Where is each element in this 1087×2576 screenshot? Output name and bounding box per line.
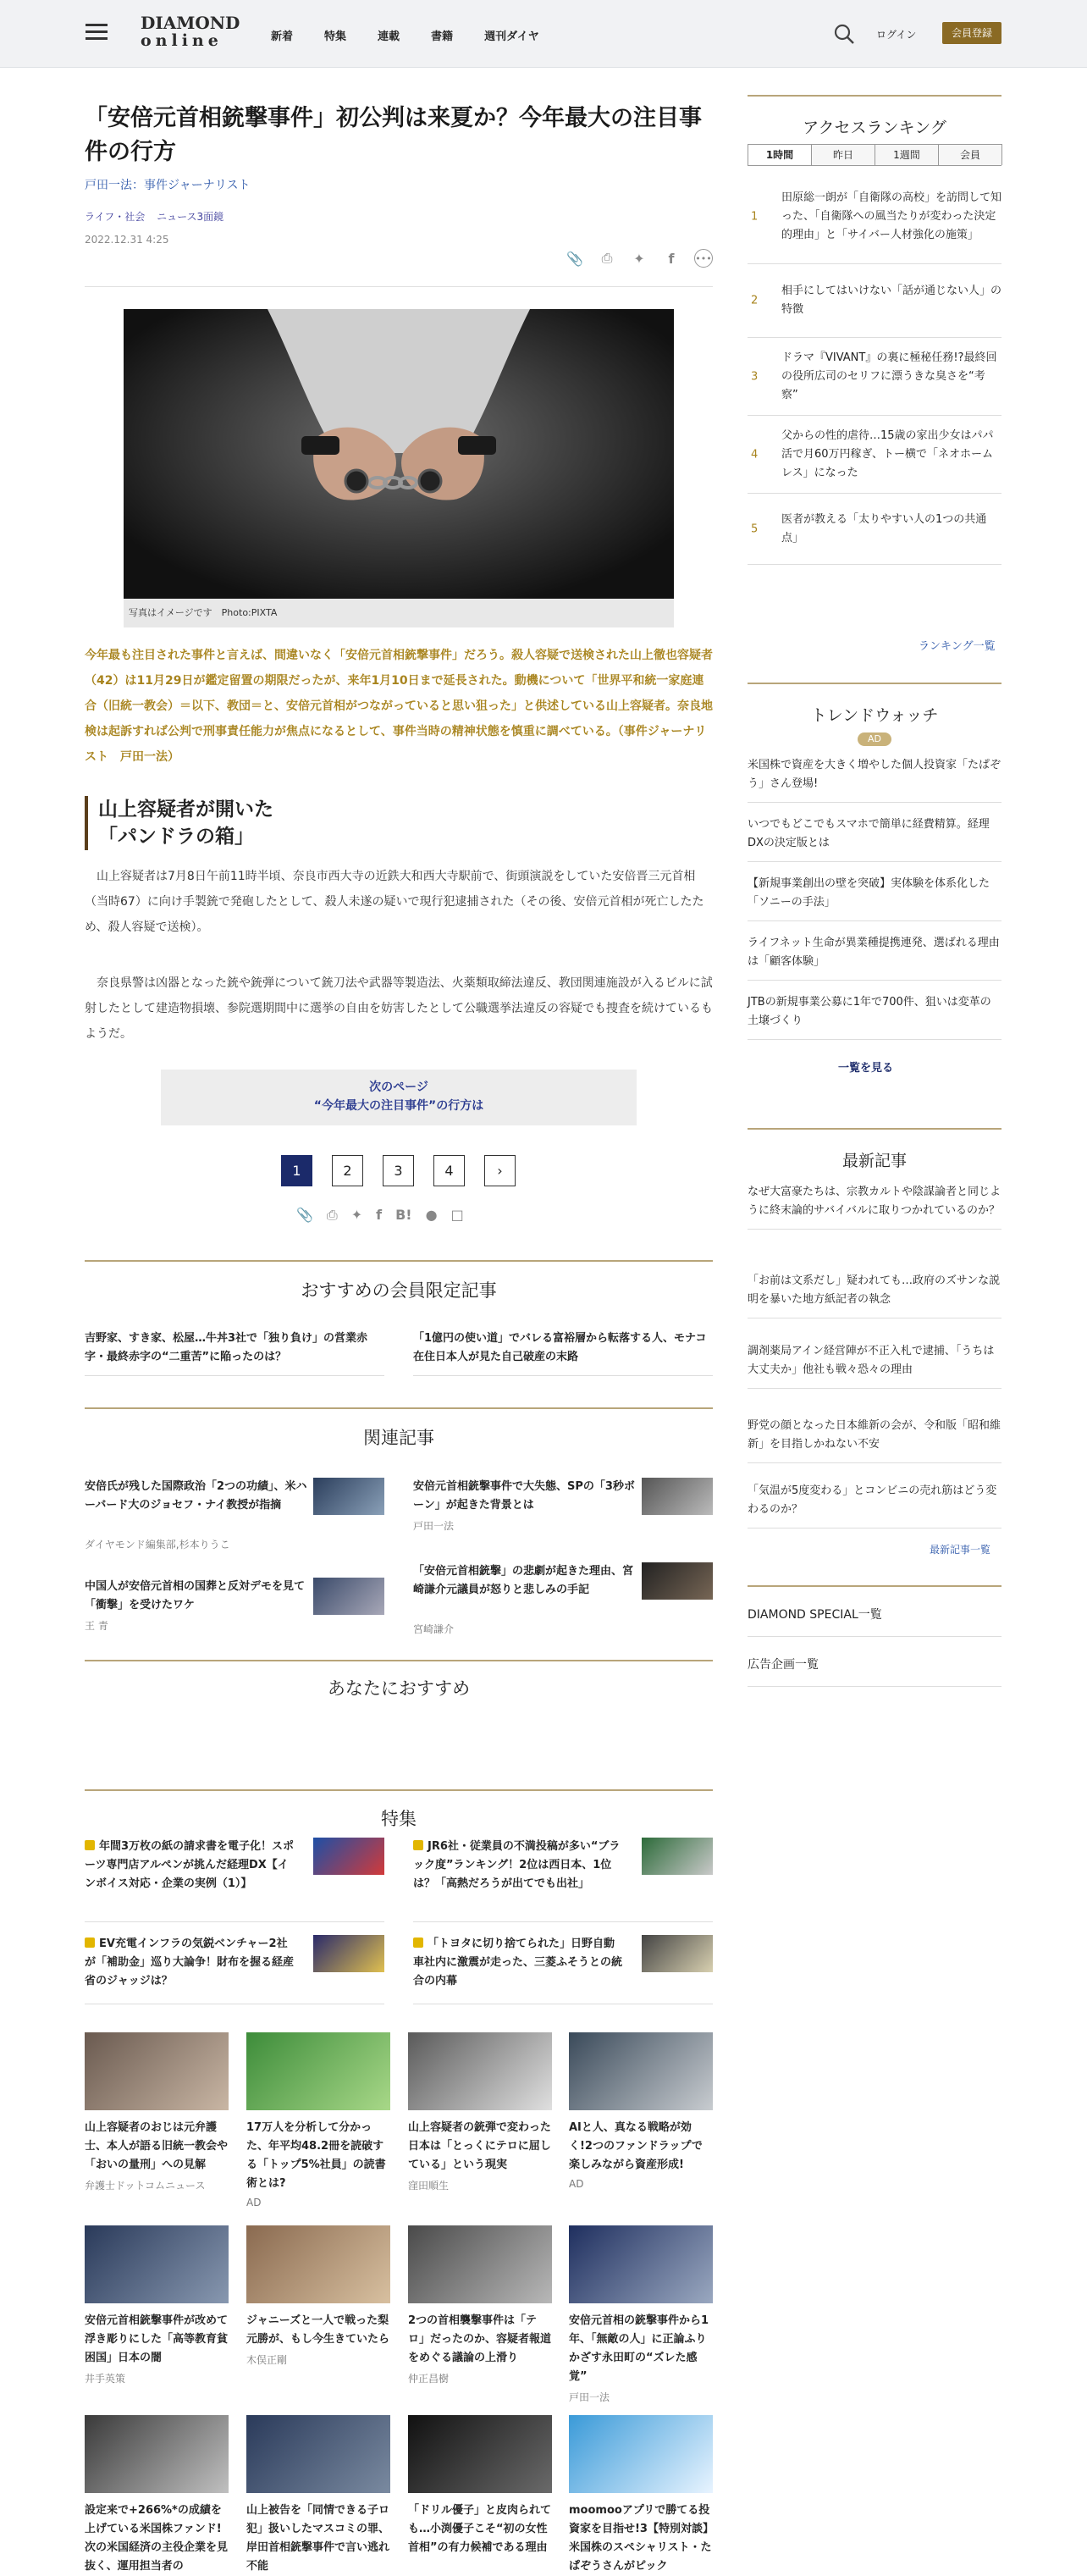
member-article-item[interactable]: 吉野家、すき家、松屋…牛丼3社で「独り負け」の営業赤字・最終赤字の“二重苦”に陥ったのは？ xyxy=(85,1329,384,1376)
recommend-card[interactable] xyxy=(85,2032,229,2192)
feature-article-title: 年間3万枚の紙の請求書を電子化！スポーツ専門店アルペンが挑んだ経理DX【インボイス対応・企業の実例（1）】 xyxy=(85,1840,295,1890)
card-image xyxy=(408,2032,552,2110)
clip-icon[interactable]: 📎 xyxy=(566,250,583,267)
recommend-card[interactable] xyxy=(246,2415,390,2576)
feature-article-title: 「トヨタに切り捨てられた」日野自動車社内に激震が走った、三菱ふそうとの統合の内幕 xyxy=(413,1938,623,1987)
divider xyxy=(85,1407,713,1409)
menu-icon[interactable] xyxy=(86,24,108,41)
card-image xyxy=(408,2415,552,2493)
card-image xyxy=(569,2415,713,2493)
next-page-box[interactable] xyxy=(161,1070,637,1125)
article-tags xyxy=(85,209,232,224)
latest-title: 最新記事 xyxy=(841,1152,907,1170)
tab-1hour[interactable]: 1時間 xyxy=(748,144,812,165)
nav-item-books[interactable]: 書籍 xyxy=(431,30,454,43)
related-article-author: 王 青 xyxy=(85,1620,108,1632)
bottom-share-bar xyxy=(296,1207,464,1224)
rank-number: 3 xyxy=(751,370,759,383)
card-image xyxy=(569,2225,713,2303)
login-link[interactable]: ログイン xyxy=(876,29,917,41)
article-date: 2022.12.31 4:25 xyxy=(85,234,169,246)
feature-section-title: 特集 xyxy=(381,1809,417,1829)
card-author: 弁護士ドットコムニュース xyxy=(85,2180,206,2192)
feature-article[interactable] xyxy=(85,1935,384,2004)
tab-member[interactable]: 会員 xyxy=(938,144,1002,165)
section-heading: 山上容疑者が開いた「パンドラの箱」 xyxy=(85,796,713,850)
trend-item[interactable]: JTBの新規事業公募に1年で700件、狙いは変革の土壌づくり xyxy=(748,993,1001,1040)
member-article-item[interactable]: 「1億円の使い道」でバレる富裕層から転落する人、モナコ在住日本人が見た自己破産の末路 xyxy=(413,1329,713,1376)
article-lead: 今年最も注目された事件と言えば、間違いなく「安倍元首相銃撃事件」だろう。殺人容疑で送検された山上徹也容疑者（42）は11月29日が鑑定留置の期限だったが、来年1月10日まで延長された。動機について「世界平和統一家庭連合（旧統一教会）＝以下、教団＝と、安倍元首相がつながっていると思い狙った」と供述している山上容疑者。奈良地検は起訴すれば公判で刑事責任能力が焦点になるとして、事件当時の精神状態を慎重に調べている。（事件ジャーナリスト 戸田一法） xyxy=(85,649,713,764)
card-image xyxy=(246,2032,390,2110)
feature-thumbnail xyxy=(313,1838,384,1875)
ranking-item-title: ドラマ『VIVANT』の裏に極秘任務!?最終回の役所広司のセリフに漂うきな臭さを“考察” xyxy=(781,351,997,401)
recommend-card[interactable] xyxy=(569,2032,713,2190)
page-3-button[interactable]: 3 xyxy=(383,1155,414,1186)
related-article[interactable] xyxy=(85,1478,384,1554)
ranking-item[interactable] xyxy=(748,338,1001,416)
twitter-icon[interactable]: ✦ xyxy=(350,1207,363,1223)
rank-number: 1 xyxy=(751,210,759,223)
related-article-title: 中国人が安倍元首相の国葬と反対デモを見て「衝撃」を受けたワケ xyxy=(85,1580,306,1611)
feature-thumbnail xyxy=(642,1935,713,1972)
next-page-label: 次のページ xyxy=(369,1081,428,1094)
pagination xyxy=(281,1155,516,1186)
recommend-card[interactable] xyxy=(408,2225,552,2385)
ranking-item[interactable] xyxy=(748,416,1001,494)
card-image xyxy=(569,2032,713,2110)
pocket-icon[interactable]: □ xyxy=(450,1207,464,1223)
ranking-item[interactable] xyxy=(748,264,1001,338)
page-1-button[interactable]: 1 xyxy=(281,1155,312,1186)
rank-number: 2 xyxy=(751,294,759,307)
nav-item-new[interactable]: 新着 xyxy=(271,30,294,43)
lock-icon xyxy=(413,1938,423,1948)
card-title: 「ドリル優子」と皮肉られても…小渕優子こそ“初の女性首相”の有力候補である理由 xyxy=(408,2504,552,2554)
facebook-icon[interactable]: f xyxy=(668,250,675,267)
tag-life[interactable]: ライフ・社会 xyxy=(85,211,146,223)
rank-number: 5 xyxy=(751,522,759,535)
trend-item[interactable]: 【新規事業創出の壁を突破】実体験を体系化した「ソニーの手法」 xyxy=(748,875,1001,921)
page-4-button[interactable]: 4 xyxy=(433,1155,465,1186)
page-2-button[interactable]: 2 xyxy=(332,1155,363,1186)
rank-number: 4 xyxy=(751,448,759,461)
related-article[interactable] xyxy=(413,1478,713,1554)
recommend-card[interactable] xyxy=(85,2415,229,2576)
card-author: AD xyxy=(569,2178,584,2190)
ranking-item-title: 父からの性的虐待…15歳の家出少女はパパ活で月60万円稼ぎ、トー横で「ネオホームレス」になった xyxy=(781,428,994,479)
card-title: 設定来で+266%*の成績を上げている米国株ファンド!次の米国経済の主役企業を見抜く、運用担当者の xyxy=(85,2504,229,2573)
site-logo[interactable]: DIAMOND online xyxy=(141,13,240,50)
card-author: AD xyxy=(246,2197,262,2208)
related-thumbnail xyxy=(313,1578,384,1615)
card-title: AIと人、真なる戦略が効く!2つのファンドラップで楽しみながら資産形成! xyxy=(569,2121,703,2171)
feature-article-title: EV充電インフラの気鋭ベンチャー2社が「補助金」巡り大論争！財布を握る経産省のジャッジは？ xyxy=(85,1938,295,1987)
card-image xyxy=(246,2415,390,2493)
ranking-item-title: 相手にしてはいけない「話が通じない人」の特徴 xyxy=(781,285,1002,316)
next-page-button[interactable]: › xyxy=(484,1155,516,1186)
card-title: ジャニーズと一人で戦った梨元勝が、もし今生きていたら xyxy=(246,2314,390,2346)
line-icon[interactable]: ● xyxy=(425,1207,438,1223)
divider xyxy=(85,286,713,287)
card-author: 戸田一法 xyxy=(569,2391,610,2403)
latest-more-link[interactable]: 最新記事一覧 xyxy=(930,1544,991,1556)
trend-item[interactable]: 米国株で資産を大きく増やした個人投資家「たぱぞう」さん登場! xyxy=(748,756,1001,803)
body-paragraph: 奈良県警は凶器となった銃や銃弾について銃刀法や武器等製造法、火薬類取締法違反、教団関連施設が入るビルに試射したとして建造物損壊、参院選期間中に選挙の自由を妨害したとして公職選挙法違反の容疑でも捜査を続けているもようだ。 xyxy=(85,976,713,1041)
latest-item[interactable]: なぜ大富豪たちは、宗教カルトや陰謀論者と同じように終末論的サバイバルに取りつかれているのか？ xyxy=(748,1183,1001,1230)
photo-caption: 写真はイメージです Photo:PIXTA xyxy=(124,599,674,627)
special-list-link[interactable]: DIAMOND SPECIAL一覧 xyxy=(748,1606,1001,1637)
card-image xyxy=(246,2225,390,2303)
lock-icon xyxy=(85,1840,95,1850)
card-image xyxy=(85,2032,229,2110)
related-section-title: 関連記事 xyxy=(363,1428,434,1448)
latest-item[interactable]: 「気温が5度変わる」とコンビニの売れ筋はどう変わるのか？ xyxy=(748,1482,1001,1528)
feature-article-title: JR6社・従業員の不満投稿が多い“ブラック度”ランキング！2位は西日本、1位は？「高熱だろうが出てでも出社」 xyxy=(413,1840,621,1890)
related-thumbnail xyxy=(642,1562,713,1600)
lock-icon xyxy=(85,1938,95,1948)
card-author: 木俣正剛 xyxy=(246,2354,288,2366)
trend-item[interactable]: いつでもどこでもスマホで簡単に経費精算。経理DXの決定版とは xyxy=(748,815,1001,862)
divider xyxy=(748,1585,1001,1587)
related-article-author: ダイヤモンド編集部,杉本りうこ xyxy=(85,1539,230,1551)
card-author: 井手英策 xyxy=(85,2373,126,2385)
related-thumbnail xyxy=(313,1478,384,1515)
ranking-title: アクセスランキング xyxy=(803,119,946,137)
twitter-icon[interactable]: ✦ xyxy=(633,250,645,267)
trend-box xyxy=(748,683,1001,746)
related-article[interactable] xyxy=(85,1578,384,1637)
card-title: 安倍元首相の銃撃事件から1年、「無敵の人」に正論ふりかざす永田町の“ズレた感覚” xyxy=(569,2314,709,2383)
tab-yesterday[interactable]: 昨日 xyxy=(811,144,875,165)
recommend-card[interactable] xyxy=(85,2225,229,2385)
article-photo xyxy=(124,309,674,599)
divider xyxy=(85,1660,713,1661)
share-bar xyxy=(566,249,713,268)
card-title: 山上容疑者のおじは元弁護士、本人が語る旧統一教会や「おいの量刑」への見解 xyxy=(85,2121,229,2171)
latest-item[interactable]: 「お前は文系だし」疑われても…政府のズサンな説明を暴いた地方紙記者の執念 xyxy=(748,1272,1001,1318)
foryou-section-title: あなたにおすすめ xyxy=(327,1678,471,1699)
trend-more-link[interactable]: 一覧を見る xyxy=(838,1062,894,1075)
article-author[interactable]: 戸田一法：事件ジャーナリスト xyxy=(85,179,251,192)
nav-item-feature[interactable]: 特集 xyxy=(324,30,347,43)
feature-thumbnail xyxy=(642,1838,713,1875)
ranking-item[interactable] xyxy=(748,169,1001,264)
lock-icon xyxy=(413,1840,423,1850)
related-article-author: 戸田一法 xyxy=(413,1520,455,1532)
site-header xyxy=(0,0,1087,68)
latest-item[interactable]: 野党の顔となった日本維新の会が、令和版「昭和維新」を目指しかねない不安 xyxy=(748,1417,1001,1463)
more-icon[interactable]: ••• xyxy=(694,249,713,268)
related-article-title: 「安倍元首相銃撃」の悲劇が起きた理由、宮崎謙介元議員が怒りと悲しみの手記 xyxy=(413,1565,634,1596)
article-title: 「安倍元首相銃撃事件」初公判は来夏か？今年最大の注目事件の行方 xyxy=(85,105,702,165)
trend-title: トレンドウォッチ xyxy=(810,706,939,725)
card-title: 2つの首相襲撃事件は「テロ」だったのか、容疑者報道をめぐる議論の上滑り xyxy=(408,2314,552,2364)
feature-article[interactable] xyxy=(413,1935,713,2004)
card-image xyxy=(85,2415,229,2493)
ranking-item-title: 医者が教える「太りやすい人の1つの共通点」 xyxy=(781,512,987,544)
ranking-item[interactable] xyxy=(748,494,1001,565)
recommend-card[interactable] xyxy=(246,2032,390,2208)
feature-article[interactable] xyxy=(413,1838,713,1922)
card-title: 安倍元首相銃撃事件が改めて浮き彫りにした「高等教育貧困国」日本の闇 xyxy=(85,2314,229,2364)
nav-item-series[interactable]: 連載 xyxy=(378,30,400,43)
trend-item[interactable]: ライフネット生命が異業種提携連発、選ばれる理由は「顧客体験」 xyxy=(748,934,1001,981)
facebook-icon[interactable]: f xyxy=(376,1207,383,1223)
card-title: 山上容疑者の銃弾で変わった日本は「とっくにテロに屈している」という現実 xyxy=(408,2121,551,2171)
divider xyxy=(85,1789,713,1791)
latest-box xyxy=(748,1128,1001,1171)
latest-item[interactable]: 調剤薬局アイン経営陣が不正入札で逮捕、「うちは大丈夫か」他社も戦々恐々の理由 xyxy=(748,1342,1001,1389)
divider xyxy=(85,1260,713,1262)
related-article-title: 安倍氏が残した国際政治「2つの功績」、米ハーバード大のジョセフ・ナイ教授が指摘 xyxy=(85,1480,307,1512)
ranking-more-link[interactable]: ランキング一覧 xyxy=(919,640,996,653)
global-nav xyxy=(271,27,571,43)
card-title: 山上被告を「同情できる子ロ犯」扱いしたマスコミの罪、岸田首相銃撃事件で言い逃れ不能 xyxy=(246,2504,390,2573)
feature-thumbnail xyxy=(313,1935,384,1972)
print-icon[interactable]: ⎙ xyxy=(326,1207,338,1223)
nav-item-weekly[interactable]: 週刊ダイヤ xyxy=(484,30,539,43)
recommend-card[interactable] xyxy=(569,2415,713,2576)
card-author: 仲正昌樹 xyxy=(408,2373,450,2385)
next-page-title: “今年最大の注目事件”の行方は xyxy=(313,1099,484,1113)
recommend-card[interactable] xyxy=(569,2225,713,2404)
card-title: moomooアプリで勝てる投資家を目指せ!3【特別対談】米国株のスペシャリスト・たぱぞうさんがピック xyxy=(569,2504,712,2573)
print-icon[interactable]: ⎙ xyxy=(601,250,613,266)
ranking-box xyxy=(748,95,1001,138)
recommend-card[interactable] xyxy=(408,2415,552,2557)
related-article[interactable] xyxy=(413,1562,713,1639)
register-button[interactable]: 会員登録 xyxy=(942,22,1001,44)
recommend-card[interactable] xyxy=(408,2032,552,2192)
card-title: 17万人を分析して分かった、年平均48.2冊を読破する「トップ5%社員」の読書術とは? xyxy=(246,2121,386,2190)
ranking-tabs xyxy=(748,144,1001,166)
ad-badge: AD xyxy=(858,732,891,746)
ranking-item-title: 田原総一朗が「自衛隊の高校」を訪問して知った、「自衛隊への風当たりが変わった決定的理由」と「サイバー人材強化の施策」 xyxy=(781,191,1002,241)
card-image xyxy=(85,2225,229,2303)
related-article-author: 宮崎謙介 xyxy=(413,1623,455,1635)
hatena-icon[interactable]: B! xyxy=(395,1207,412,1223)
body-paragraph: 山上容疑者は7月8日午前11時半頃、奈良市西大寺の近鉄大和西大寺駅前で、街頭演説をしていた安倍晋三元首相（当時67）に向け手製銃で発砲したとして、殺人未遂の疑いで現行犯逮捕された（その後、安倍元首相が死亡したため、殺人容疑で送検）。 xyxy=(85,870,704,934)
recommend-card[interactable] xyxy=(246,2225,390,2367)
search-icon[interactable] xyxy=(833,23,855,45)
clip-icon[interactable]: 📎 xyxy=(296,1207,313,1223)
card-image xyxy=(408,2225,552,2303)
related-thumbnail xyxy=(642,1478,713,1515)
member-section-title: おすすめの会員限定記事 xyxy=(301,1280,497,1301)
related-article-title: 安倍元首相銃撃事件で大失態、SPの「3秒ボーン」が起きた背景とは xyxy=(413,1480,635,1512)
tab-1week[interactable]: 1週間 xyxy=(875,144,939,165)
ad-list-link[interactable]: 広告企画一覧 xyxy=(748,1656,1001,1687)
feature-article[interactable] xyxy=(85,1838,384,1922)
card-author: 窪田順生 xyxy=(408,2180,450,2192)
tag-news[interactable]: ニュース3面鏡 xyxy=(157,211,224,223)
